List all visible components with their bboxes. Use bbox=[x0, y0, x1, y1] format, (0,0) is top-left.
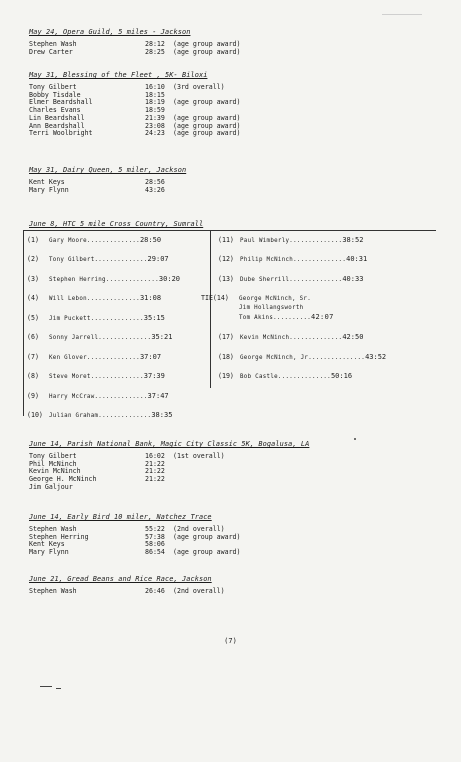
runner-name: Kent Keys bbox=[29, 540, 65, 549]
results-list bbox=[29, 179, 449, 194]
runner-name: Stephen Wash bbox=[29, 587, 77, 595]
finish-time: 57:38 bbox=[145, 532, 165, 541]
scan-speck bbox=[56, 688, 61, 689]
tied-runner bbox=[201, 304, 334, 313]
section-heading: May 31, Dairy Queen, 5 miler, Jackson bbox=[29, 166, 187, 174]
cross-country-entry bbox=[218, 332, 363, 343]
result-row bbox=[29, 49, 449, 57]
runner-name: Stephen Wash bbox=[29, 525, 77, 533]
finish-time: 35:21 bbox=[151, 333, 173, 341]
runner-name: Ann Beardshall bbox=[29, 121, 85, 130]
runner-name: Bobby Tisdale bbox=[29, 90, 81, 99]
scan-speck bbox=[40, 686, 52, 687]
runner-name: Gary Moore bbox=[49, 238, 87, 244]
cross-country-entry bbox=[27, 391, 169, 402]
leader-dots: .............. bbox=[277, 374, 331, 380]
runner-name: Terri Woolbright bbox=[29, 129, 93, 138]
place: TIE(14) bbox=[201, 294, 229, 302]
leader-dots: .............. bbox=[90, 374, 144, 380]
section-heading: May 24, Opera Guild, 5 miles - Jackson bbox=[29, 28, 191, 36]
section-early-bird bbox=[29, 513, 449, 557]
finish-time: 43:52 bbox=[365, 353, 387, 361]
result-row bbox=[29, 179, 449, 187]
runner-name: Philip McNinch bbox=[240, 257, 294, 263]
finish-time: 21:22 bbox=[145, 467, 165, 476]
place: (1) bbox=[27, 236, 39, 244]
runner-name: Mary Flynn bbox=[29, 548, 69, 557]
leader-dots: .............. bbox=[86, 238, 140, 244]
runner-name: Drew Carter bbox=[29, 47, 73, 56]
finish-time: 55:22 bbox=[145, 525, 165, 533]
runner-name: Kent Keys bbox=[29, 178, 65, 186]
finish-time: 42:50 bbox=[342, 333, 364, 341]
leader-dots: .............. bbox=[90, 316, 144, 322]
runner-name: Stephen Wash bbox=[29, 40, 77, 48]
section-cross-country-heading bbox=[29, 220, 449, 229]
finish-time: 29:07 bbox=[147, 255, 169, 263]
runner-name: Ken Glover bbox=[49, 355, 87, 361]
leader-dots: .............. bbox=[289, 335, 343, 341]
section-blessing-of-fleet bbox=[29, 71, 449, 138]
award-note: (age group award) bbox=[173, 40, 241, 48]
cross-country-entry bbox=[27, 254, 169, 265]
finish-time: 28:50 bbox=[139, 236, 162, 244]
finish-time: 18:15 bbox=[145, 90, 165, 99]
place: (18) bbox=[218, 353, 234, 361]
leader-dots: .............. bbox=[293, 257, 347, 263]
award-note: (2nd overall) bbox=[173, 587, 225, 595]
finish-time: 38:35 bbox=[151, 411, 173, 419]
finish-time: 30:20 bbox=[158, 275, 180, 283]
runner-name: Mary Flynn bbox=[29, 185, 69, 194]
runner-name: Bob Castle bbox=[240, 374, 278, 380]
leader-dots: .......... bbox=[273, 314, 312, 321]
runner-name: Julian Graham bbox=[49, 413, 99, 419]
leader-dots: .............. bbox=[289, 238, 343, 244]
leader-dots: .............. bbox=[289, 277, 343, 283]
runner-name: Phil McNinch bbox=[29, 459, 77, 468]
finish-time: 28:12 bbox=[145, 40, 165, 48]
leader-dots: .............. bbox=[86, 296, 140, 302]
section-magic-city-classic bbox=[29, 440, 449, 492]
finish-time bbox=[145, 484, 173, 492]
finish-time: 16:02 bbox=[145, 452, 165, 460]
place: (17) bbox=[218, 333, 234, 341]
runner-name: Stephen Herring bbox=[49, 277, 106, 283]
cross-country-entry bbox=[201, 293, 334, 322]
finish-time: 50:16 bbox=[330, 372, 353, 380]
runner-name: Elmer Beardshall bbox=[29, 98, 93, 107]
runner-name: Tony Gilbert bbox=[29, 83, 77, 91]
place: (6) bbox=[27, 333, 39, 341]
runner-name: Tony Gilbert bbox=[29, 452, 77, 460]
runner-name: Tom Akins bbox=[239, 314, 274, 321]
result-row bbox=[29, 99, 449, 107]
cross-country-entry bbox=[27, 352, 161, 363]
cross-country-entry bbox=[27, 410, 172, 421]
result-row bbox=[29, 461, 449, 469]
cross-country-entry bbox=[27, 293, 161, 304]
runner-name: Tony Gilbert bbox=[49, 257, 95, 263]
place: (9) bbox=[27, 392, 39, 400]
runner-name: George McNinch, Sr. bbox=[239, 296, 312, 302]
cross-country-entry bbox=[218, 254, 367, 265]
section-heading: June 14, Early Bird 10 miler, Natchez Trace bbox=[29, 513, 212, 521]
place: (7) bbox=[27, 353, 39, 361]
cross-country-entry bbox=[218, 274, 363, 285]
leader-dots: .............. bbox=[98, 335, 152, 341]
results-list bbox=[29, 526, 449, 557]
result-row bbox=[29, 549, 449, 557]
result-row bbox=[29, 130, 449, 138]
section-opera-guild bbox=[29, 28, 449, 56]
finish-time: 43:26 bbox=[145, 185, 165, 194]
place: (3) bbox=[27, 275, 39, 283]
runner-name: Jim Hollangsworth bbox=[239, 305, 304, 311]
runner-name: Kevin McNinch bbox=[29, 467, 81, 476]
leader-dots: .............. bbox=[94, 394, 148, 400]
finish-time: 38:52 bbox=[342, 236, 364, 244]
scan-speck bbox=[354, 438, 356, 440]
place: (19) bbox=[218, 372, 234, 380]
result-row bbox=[29, 588, 449, 596]
leader-dots: .............. bbox=[98, 413, 152, 419]
finish-time: 16:10 bbox=[145, 83, 165, 91]
result-row bbox=[29, 484, 449, 492]
tied-runner bbox=[201, 313, 334, 323]
award-note: (age group award) bbox=[173, 98, 241, 107]
cross-country-entry bbox=[27, 235, 161, 246]
runner-name: Will Lebon bbox=[49, 296, 87, 302]
finish-time: 31:08 bbox=[139, 294, 162, 302]
runner-name: Sonny Jarrell bbox=[49, 335, 99, 341]
result-row bbox=[29, 453, 449, 461]
finish-time: 28:56 bbox=[145, 178, 165, 186]
finish-time: 37:07 bbox=[139, 353, 162, 361]
section-heading: June 14, Parish National Bank, Magic City Classic 5K, Bogalusa, LA bbox=[29, 440, 310, 448]
section-heading: June 21, Gread Beans and Rice Race, Jackson bbox=[29, 575, 212, 583]
section-heading: May 31, Blessing of the Fleet , 5K- Biloxi bbox=[29, 71, 208, 79]
leader-dots: .............. bbox=[86, 355, 140, 361]
result-row bbox=[29, 534, 449, 542]
cross-country-entry bbox=[27, 274, 180, 285]
place: (11) bbox=[218, 236, 234, 244]
scan-speck bbox=[382, 14, 422, 15]
page-number: (7) bbox=[224, 637, 237, 645]
finish-time: 26:46 bbox=[145, 587, 165, 595]
finish-time: 21:39 bbox=[145, 113, 165, 122]
place: (8) bbox=[27, 372, 39, 380]
finish-time: 35:15 bbox=[143, 314, 165, 322]
cross-country-entry bbox=[27, 371, 165, 382]
runner-name: Jim Puckett bbox=[49, 316, 91, 322]
cross-country-entry bbox=[218, 371, 352, 382]
finish-time: 42:07 bbox=[311, 312, 334, 321]
finish-time: 86:54 bbox=[145, 548, 165, 557]
cross-country-entry bbox=[218, 352, 386, 363]
runner-name: Kevin McNinch bbox=[240, 335, 290, 341]
finish-time: 23:08 bbox=[145, 121, 165, 130]
runner-name: Steve Moret bbox=[49, 374, 91, 380]
results-list bbox=[29, 588, 449, 596]
results-list bbox=[29, 84, 449, 138]
finish-time: 37:47 bbox=[147, 392, 169, 400]
finish-time: 58:06 bbox=[145, 540, 165, 549]
runner-name: Dube Sherrill bbox=[240, 277, 290, 283]
finish-time: 40:31 bbox=[346, 255, 368, 263]
award-note: (age group award) bbox=[173, 121, 241, 130]
finish-time: 18:19 bbox=[145, 98, 165, 107]
results-list bbox=[29, 453, 449, 492]
cross-country-entry bbox=[27, 332, 172, 343]
result-row bbox=[29, 476, 449, 484]
place: (12) bbox=[218, 255, 234, 263]
award-note: (age group award) bbox=[173, 129, 241, 138]
finish-time: 21:22 bbox=[145, 459, 165, 468]
award-note: (1st overall) bbox=[173, 452, 225, 460]
award-note: (age group award) bbox=[173, 548, 241, 557]
place: (13) bbox=[218, 275, 234, 283]
award-note: (2nd overall) bbox=[173, 525, 225, 533]
results-list bbox=[29, 41, 449, 56]
runner-name: Harry McCraw bbox=[49, 394, 95, 400]
cross-country-entry bbox=[218, 235, 363, 246]
runner-name: Charles Evans bbox=[29, 106, 81, 115]
finish-time: 24:23 bbox=[145, 129, 165, 138]
runner-name: Paul Wimberly bbox=[240, 238, 290, 244]
award-note: (age group award) bbox=[173, 113, 241, 122]
section-beans-and-rice bbox=[29, 575, 449, 596]
place: (4) bbox=[27, 294, 39, 302]
award-note: (3rd overall) bbox=[173, 83, 225, 91]
finish-time: 21:22 bbox=[145, 475, 165, 484]
leader-dots: .............. bbox=[94, 257, 148, 263]
runner-name: Jim Galjour bbox=[29, 482, 73, 491]
result-row bbox=[29, 187, 449, 195]
runner-name: George McNinch, Jr. bbox=[240, 355, 313, 361]
finish-time: 40:33 bbox=[342, 275, 364, 283]
award-note: (age group award) bbox=[173, 532, 241, 541]
runner-name: George H. McNinch bbox=[29, 475, 97, 484]
cross-country-entry bbox=[27, 313, 165, 324]
leader-dots: .............. bbox=[312, 355, 366, 361]
leader-dots: .............. bbox=[105, 277, 159, 283]
runner-name: Stephen Herring bbox=[29, 532, 89, 541]
place: (10) bbox=[27, 411, 43, 419]
finish-time: 18:59 bbox=[145, 106, 165, 115]
place: (5) bbox=[27, 314, 39, 322]
finish-time: 37:39 bbox=[143, 372, 165, 380]
finish-time: 28:25 bbox=[145, 47, 165, 56]
runner-name: Lin Beardshall bbox=[29, 113, 85, 122]
section-dairy-queen bbox=[29, 166, 449, 194]
section-heading: June 8, HTC 5 mile Cross Country, Sumrall bbox=[29, 220, 204, 228]
result-row bbox=[29, 84, 449, 92]
award-note: (age group award) bbox=[173, 47, 241, 56]
place: (2) bbox=[27, 255, 39, 263]
